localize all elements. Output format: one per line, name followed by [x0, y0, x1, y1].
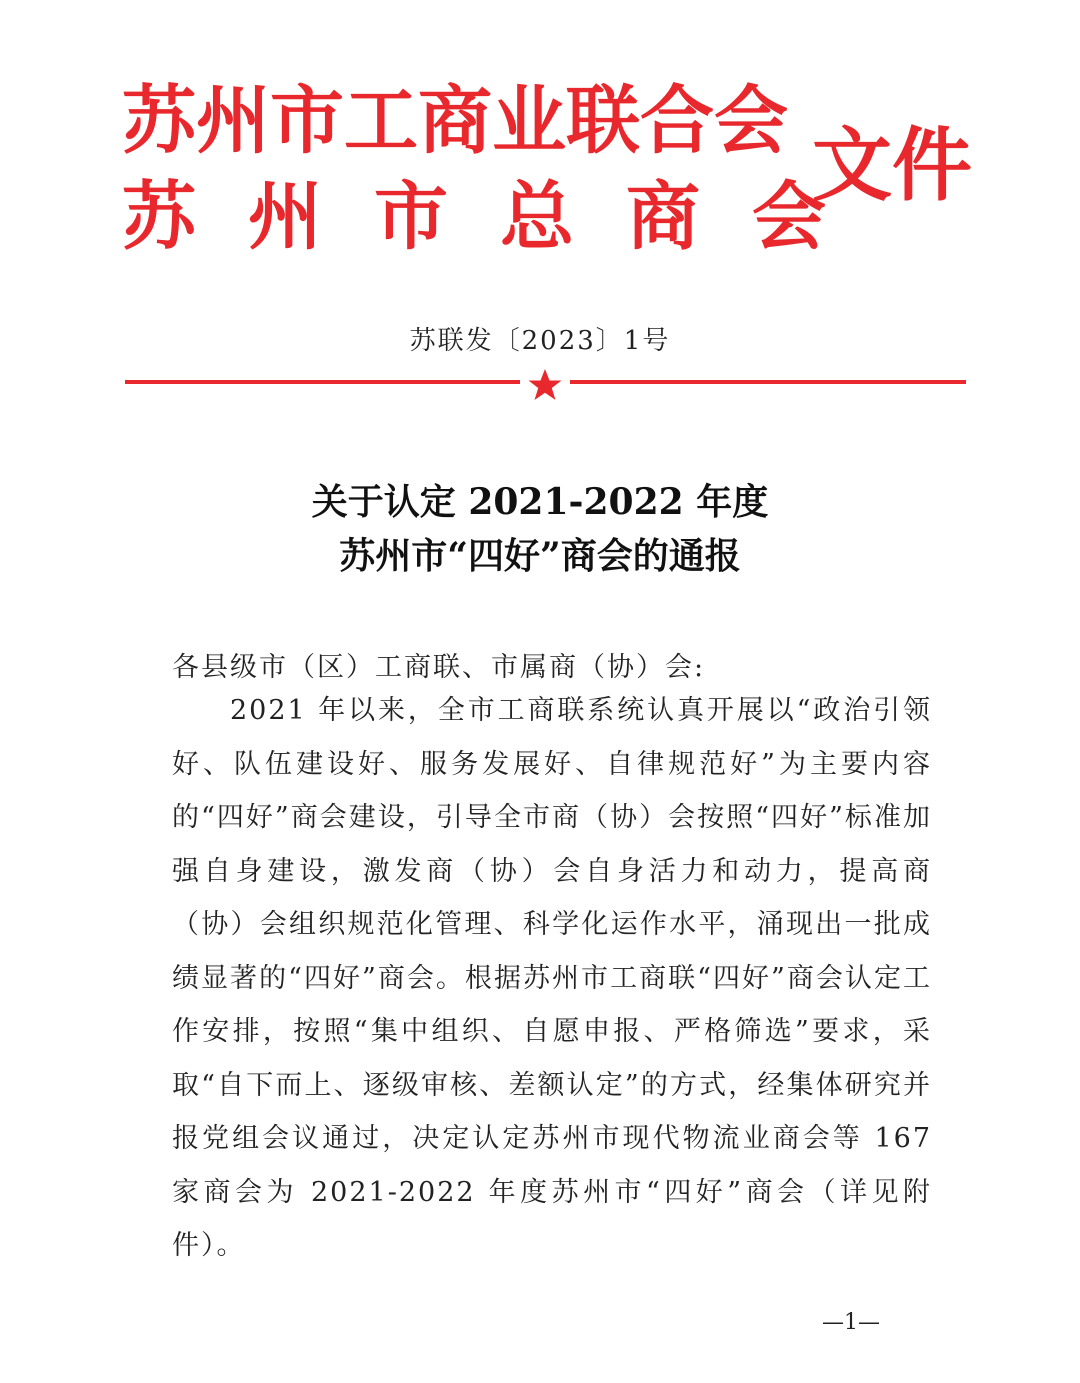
salutation: 各县级市（区）工商联、市属商（协）会: — [172, 652, 706, 683]
body-paragraph: 2021 年以来，全市工商联系统认真开展以“政治引领好、队伍建设好、服务发展好、自律规范好”为主要内容的“四好”商会建设，引导全市商（协）会按照“四好”标准加强自身建设，激发商（协）会自身活力和动力，提高商（协）会组织规范化管理、科学化运作水平，涌现出一批成绩显著的“四好”商会。根据苏州市工商联“四好”商会认定工作安排，按照“集中组织、自愿申报、严格筛选”要求，采取“自下而上、逐级审核、差额认定”的方式，经集体研究并报党组会议通过，决定认定苏州市现代物流业商会等 167 家商会为 2021-2022 年度苏州市“四好”商会（详见附件）。 — [172, 695, 932, 1261]
document-type-label: 文件 — [812, 119, 972, 212]
issuer-name-line1: 苏州市工商业联合会 — [122, 78, 788, 164]
issuer-name-line2: 苏州市总商会 — [122, 174, 878, 260]
red-divider-left — [125, 380, 520, 384]
page-number: —1— — [822, 1310, 880, 1335]
document-title-line2: 苏州市“四好”商会的通报 — [339, 535, 741, 577]
star-icon — [527, 367, 563, 403]
document-number: 苏联发〔2023〕1号 — [409, 326, 671, 356]
red-divider-right — [570, 380, 966, 384]
document-title-line1: 关于认定 2021-2022 年度 — [311, 481, 769, 523]
